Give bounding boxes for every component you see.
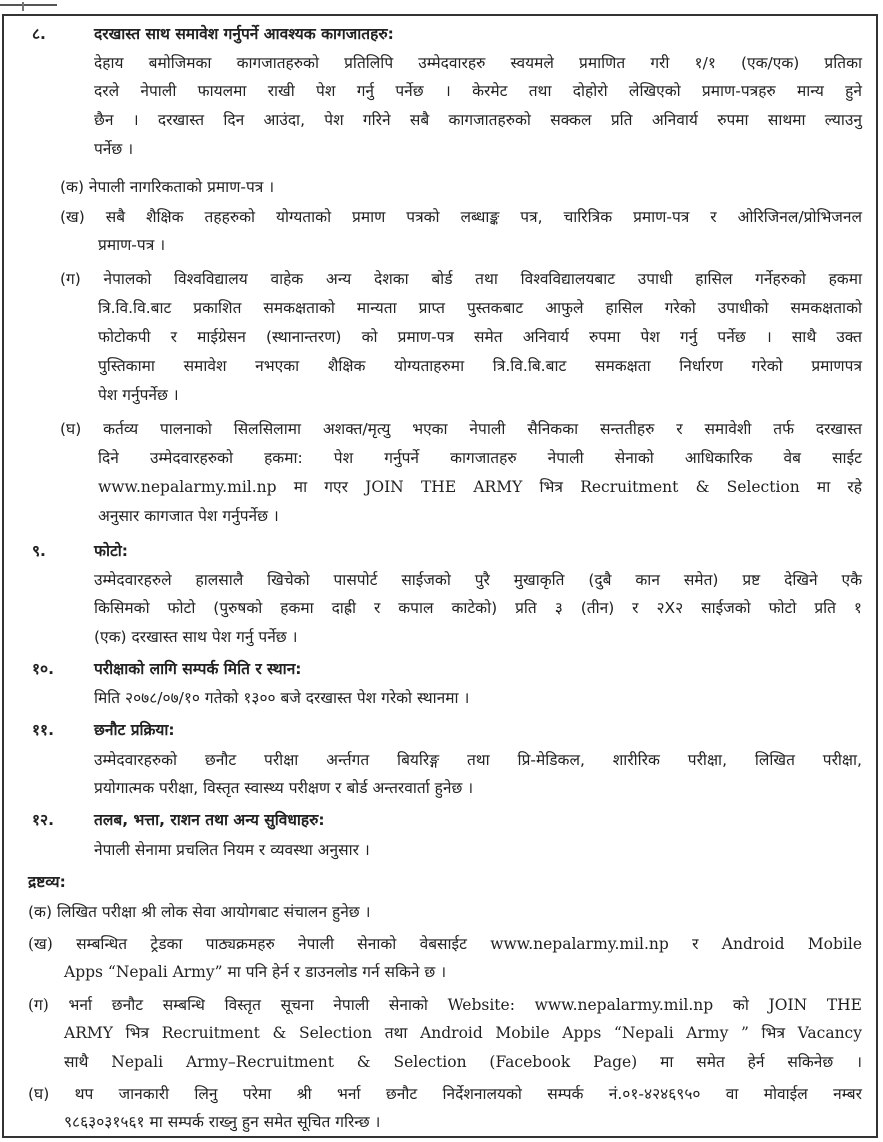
section-8-item-ga-cont: पेश गर्नुपर्नेछ ।: [98, 386, 179, 404]
section-8-item-kha: (ख) सबै शैक्षिक तहहरुको योग्यताको प्रमाण पत्रको लब्धाङ्क पत्र, चारित्रिक प्रमाण-पत्र र ओरिजिनल/प्रोभिजनल: [60, 208, 862, 226]
section-8-item-gha-cont: www.nepalarmy.mil.np मा गएर JOIN THE ARMY भित्र Recruitment & Selection मा रहे: [98, 478, 862, 496]
note-ka: (क) लिखित परीक्षा श्री लोक सेवा आयोगबाट संचालन हुनेछ ।: [28, 903, 371, 921]
section-11-line: उम्मेदवारहरुको छनौट परीक्षा अर्न्तगत बियरिङ्ग तथा प्रि-मेडिकल, शारीरिक परीक्षा, लिखित परीक्षा,: [94, 751, 862, 769]
top-edge-tick: [22, 2, 24, 11]
section-8-item-gha: (घ) कर्तव्य पालनाको सिलसिलामा अशक्त/मृत्यु भएका नेपाली सैनिकका सन्ततीहरु र समावेशी तर्फ दरखास्त: [60, 420, 862, 438]
section-8-item-ga-cont: पुस्तिकामा समावेश नभएका शैक्षिक योग्यताहरुमा त्रि.वि.बि.बाट समकक्षता निर्धारण गरेको प्रमाणपत्र: [98, 357, 862, 375]
section-8-item-ga-cont: फोटोकपी र माईग्रेसन (स्थानान्तरण) को प्रमाण-पत्र समेत अनिवार्य रुपमा पेश गर्नु पर्नेछ । साथै उक्त: [98, 328, 862, 346]
section-9-line: उम्मेदवारहरुले हालसालै खिचेको पासपोर्ट साईजको पुरै मुखाकृति (दुबै कान समेत) प्रष्ट देखिने एकै: [94, 571, 862, 589]
section-12-number: १२.: [32, 811, 55, 829]
section-8-item-ka: (क) नेपाली नागरिकताको प्रमाण-पत्र ।: [60, 178, 275, 196]
section-8-number: ८.: [32, 25, 46, 43]
section-9-line: (एक) दरखास्त साथ पेश गर्नु पर्नेछ ।: [94, 628, 298, 646]
note-kha-cont: Apps “Nepali Army” मा पनि हेर्न र डाउनलोड गर्न सकिने छ ।: [64, 963, 447, 981]
section-8-item-gha-cont: अनुसार कागजात पेश गर्नुपर्नेछ ।: [98, 507, 279, 525]
section-11-number: ११.: [32, 721, 55, 739]
note-kha: (ख) सम्बन्धित ट्रेडका पाठ्यक्रमहरु नेपाली सेनाको वेबसाईट www.nepalarmy.mil.np र Android Mobile: [28, 935, 862, 953]
section-9-title: फोटो:: [94, 542, 128, 560]
section-9-line: किसिमको फोटो (पुरुषको हकमा दाह्री र कपाल काटेको) प्रति ३ (तीन) र २X२ साईजको फोटो प्रति १: [94, 599, 862, 617]
section-8-line: दरले नेपाली फायलमा राखी पेश गर्नु पर्नेछ । केरमेट तथा दोहोरो लेखिएको प्रमाण-पत्रहरु मान्य हुने: [94, 82, 862, 100]
section-8-item-ga: (ग) नेपालको विश्वविद्यालय वाहेक अन्य देशका बोर्ड तथा विश्वविद्यालयबाट उपाधी हासिल गर्नेहरुको हकमा: [60, 270, 862, 288]
section-8-line: पर्नेछ ।: [94, 140, 134, 158]
section-9-number: ९.: [32, 542, 46, 560]
section-8-item-gha-cont: दिने उम्मेदवारहरुको हकमा: पेश गर्नुपर्ने कागजातहरु नेपाली सेनाको आधिकारिक वेब साईट: [98, 449, 862, 467]
section-11-title: छनौट प्रक्रिया:: [94, 721, 175, 739]
section-8-item-kha-cont: प्रमाण-पत्र ।: [98, 236, 166, 254]
section-11-line: प्रयोगात्मक परीक्षा, विस्तृत स्वास्थ्य परीक्षण र बोर्ड अन्तरवार्ता हुनेछ ।: [94, 779, 474, 797]
section-8-item-ga-cont: त्रि.वि.वि.बाट प्रकाशित समकक्षताको मान्यता प्राप्त पुस्तकबाट आफुले हासिल गरेको उपाधीको समकक्षताको: [98, 299, 862, 317]
section-10-number: १०.: [32, 660, 55, 678]
notes-title: द्रष्टव्य:: [28, 873, 66, 891]
section-12-title: तलब, भत्ता, राशन तथा अन्य सुविधाहरु:: [94, 811, 325, 829]
note-ga-cont: साथै Nepali Army–Recruitment & Selection (Facebook Page) मा समेत हेर्न सकिनेछ ।: [64, 1053, 862, 1071]
section-10-title: परीक्षाको लागि सम्पर्क मिति र स्थान:: [94, 660, 302, 678]
note-ga: (ग) भर्ना छनौट सम्बन्धि विस्तृत सूचना नेपाली सेनाको Website: www.nepalarmy.mil.np को JOIN THE: [28, 996, 862, 1014]
note-gha-cont: ९८६३०३१५६१ मा सम्पर्क राख्नु हुन समेत सूचित गरिन्छ ।: [64, 1113, 381, 1131]
section-8-line: छैन । दरखास्त दिन आउंदा, पेश गरिने सबै कागजातहरुको सक्कल प्रति अनिवार्य रुपमा साथमा ल्याउनु: [94, 111, 862, 129]
note-gha: (घ) थप जानकारी लिनु परेमा श्री भर्ना छनौट निर्देशनालयको सम्पर्क नं.०१-४२४६९५० वा मोवाईल नम्बर: [28, 1085, 862, 1103]
section-12-line: नेपाली सेनामा प्रचलित नियम र व्यवस्था अनुसार ।: [94, 841, 370, 859]
note-ga-cont: ARMY भित्र Recruitment & Selection तथा Android Mobile Apps “Nepali Army ” भित्र Vacancy: [64, 1024, 862, 1042]
section-8-title: दरखास्त साथ समावेश गर्नुपर्ने आवश्यक कागजातहरु:: [94, 25, 394, 43]
section-8-line: देहाय बमोजिमका कागजातहरुको प्रतिलिपि उम्मेदवारहरु स्वयमले प्रमाणित गरी १/१ (एक/एक) प्रतिका: [94, 54, 862, 72]
section-10-line: मिति २०७८/०७/१० गतेको १३०० बजे दरखास्त पेश गरेको स्थानमा ।: [94, 689, 470, 707]
top-edge-mark: [0, 0, 57, 6]
